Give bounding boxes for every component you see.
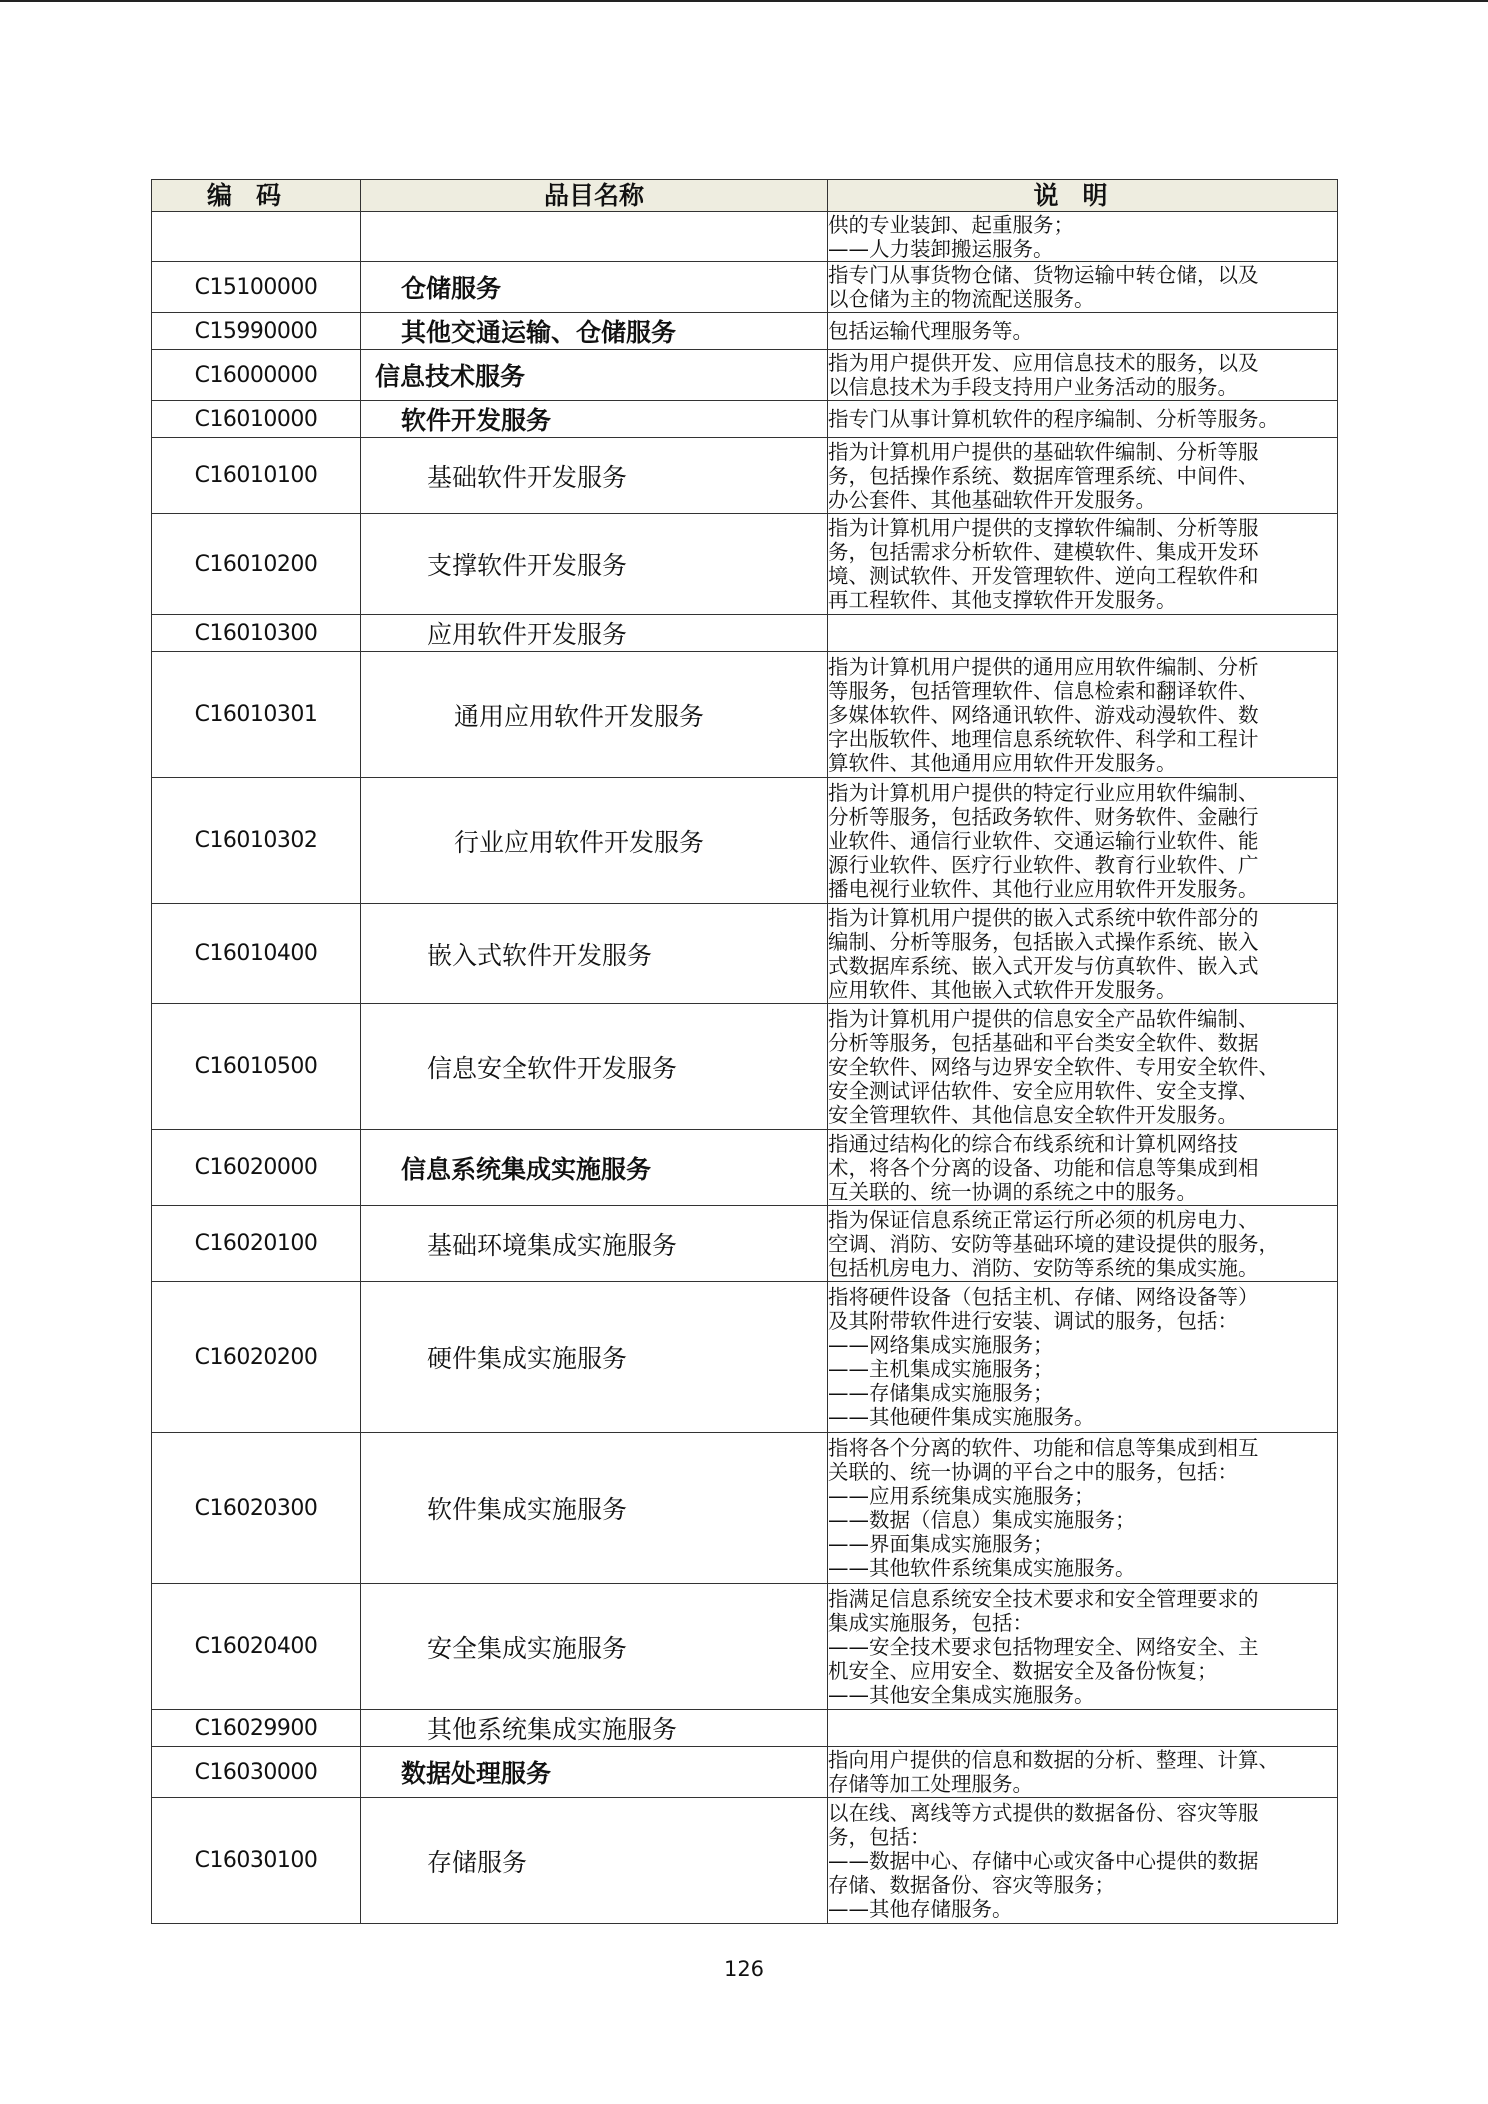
item-description [828,262,1338,313]
item-code: C16020300 [152,1433,361,1584]
description-line: 指为计算机用户提供的支撑软件编制、分析等服 [828,516,1259,540]
item-description [828,1584,1338,1710]
item-name: 支撑软件开发服务 [361,514,828,615]
table-row [152,401,1338,438]
description-line: 应用软件、其他嵌入式软件开发服务。 [828,977,1177,1002]
item-name: 软件集成实施服务 [361,1433,828,1584]
table-row [152,262,1338,313]
item-description [828,904,1338,1004]
description-line: 指为计算机用户提供的特定行业应用软件编制、 [828,780,1259,805]
item-code: C16000000 [152,350,361,401]
description-line: ——安全技术要求包括物理安全、网络安全、主 [828,1634,1259,1659]
item-code: C16030000 [152,1747,361,1798]
description-line: ——其他存储服务。 [828,1896,1013,1921]
description-line: 指将各个分离的软件、功能和信息等集成到相互 [828,1436,1259,1460]
description-line: 集成实施服务，包括： [828,1610,1033,1635]
description-line: 办公套件、其他基础软件开发服务。 [828,487,1156,512]
table-row [152,652,1338,778]
item-description [828,615,1338,652]
description-line: 以信息技术为手段支持用户业务活动的服务。 [828,375,1238,399]
description-line: 指为计算机用户提供的嵌入式系统中软件部分的 [828,905,1259,930]
item-code: C15990000 [152,313,361,350]
item-description [828,438,1338,514]
description-line: 指将硬件设备（包括主机、存储、网络设备等） [828,1285,1259,1309]
description-line: 指为计算机用户提供的通用应用软件编制、分析 [828,654,1259,679]
description-line: 安全软件、网络与边界安全软件、专用安全软件、 [828,1054,1279,1079]
description-line: 关联的、统一协调的平台之中的服务，包括： [828,1460,1238,1484]
item-code: C16020200 [152,1282,361,1433]
header-description: 说明 [828,180,1338,212]
description-line: 指通过结构化的综合布线系统和计算机网络技 [828,1131,1238,1156]
table-row [152,313,1338,350]
description-line: 务，包括： [828,1824,931,1849]
item-name: 存储服务 [361,1798,828,1924]
item-description [828,1206,1338,1282]
item-code: C15100000 [152,262,361,313]
item-code: C16030100 [152,1798,361,1924]
description-line: 编制、分析等服务，包括嵌入式操作系统、嵌入 [828,929,1259,954]
item-code: C16010302 [152,778,361,904]
description-line: 指专门从事货物仓储、货物运输中转仓储，以及 [828,263,1259,287]
item-description [828,313,1338,350]
table-header-row [152,180,1338,212]
table-row [152,1747,1338,1798]
description-line: 等服务，包括管理软件、信息检索和翻译软件、 [828,678,1259,703]
description-line: 分析等服务，包括政务软件、财务软件、金融行 [828,804,1259,829]
description-line: 存储、数据备份、容灾等服务； [828,1872,1115,1897]
description-line: 安全测试评估软件、安全应用软件、安全支撑、 [828,1078,1259,1103]
table-row [152,1004,1338,1130]
item-code [152,212,361,262]
description-line: 互关联的、统一协调的系统之中的服务。 [828,1179,1197,1204]
description-line: 指为计算机用户提供的基础软件编制、分析等服 [828,439,1259,464]
table-row [152,1130,1338,1206]
item-name: 嵌入式软件开发服务 [361,904,828,1004]
item-name: 安全集成实施服务 [361,1584,828,1710]
description-line: ——其他软件系统集成实施服务。 [828,1556,1136,1580]
page-number: 126 [723,1957,765,1981]
description-line: 及其附带软件进行安装、调试的服务，包括： [828,1309,1238,1333]
description-line: 多媒体软件、网络通讯软件、游戏动漫软件、数 [828,702,1259,727]
description-line: 空调、消防、安防等基础环境的建设提供的服务， [828,1231,1279,1256]
description-line: 机安全、应用安全、数据安全及备份恢复； [828,1658,1218,1683]
item-code: C16010100 [152,438,361,514]
description-line: 指为计算机用户提供的信息安全产品软件编制、 [828,1006,1259,1031]
item-code: C16010400 [152,904,361,1004]
description-line: 指为用户提供开发、应用信息技术的服务，以及 [828,351,1259,375]
table-row [152,1710,1338,1747]
item-name [361,212,828,262]
item-description [828,1710,1338,1747]
table-row [152,1282,1338,1433]
description-line: 再工程软件、其他支撑软件开发服务。 [828,588,1177,612]
description-line: 包括运输代理服务等。 [828,319,1033,343]
item-name: 应用软件开发服务 [361,615,828,652]
item-code: C16010500 [152,1004,361,1130]
description-line: 包括机房电力、消防、安防等系统的集成实施。 [828,1255,1259,1280]
description-line: 业软件、通信行业软件、交通运输行业软件、能 [828,828,1259,853]
item-name: 基础软件开发服务 [361,438,828,514]
description-line: 算软件、其他通用应用软件开发服务。 [828,750,1177,775]
description-line: 以仓储为主的物流配送服务。 [828,287,1095,311]
description-line: ——网络集成实施服务； [828,1333,1054,1357]
item-name: 其他系统集成实施服务 [361,1710,828,1747]
item-name: 信息系统集成实施服务 [361,1130,828,1206]
item-name: 数据处理服务 [361,1747,828,1798]
item-code: C16020000 [152,1130,361,1206]
item-description [828,401,1338,438]
catalog-table [151,179,1338,1924]
item-name: 基础环境集成实施服务 [361,1206,828,1282]
description-line: 务，包括操作系统、数据库管理系统、中间件、 [828,463,1259,488]
description-line: 播电视行业软件、其他行业应用软件开发服务。 [828,876,1259,901]
header-item-name: 品目名称 [361,180,828,212]
description-line: ——界面集成实施服务； [828,1532,1054,1556]
description-line: 分析等服务，包括基础和平台类安全软件、数据 [828,1030,1259,1055]
description-line: ——数据（信息）集成实施服务； [828,1508,1136,1532]
item-description [828,350,1338,401]
page-top-rule [0,0,1488,2]
item-code: C16010200 [152,514,361,615]
table-row [152,904,1338,1004]
item-description [828,1004,1338,1130]
description-line: ——其他硬件集成实施服务。 [828,1405,1095,1429]
description-line: ——人力装卸搬运服务。 [828,236,1054,261]
description-line: 以在线、离线等方式提供的数据备份、容灾等服 [828,1800,1259,1825]
item-description [828,212,1338,262]
description-line: ——主机集成实施服务； [828,1357,1054,1381]
item-code: C16020400 [152,1584,361,1710]
description-line: 源行业软件、医疗行业软件、教育行业软件、广 [828,852,1259,877]
description-line: ——数据中心、存储中心或灾备中心提供的数据 [828,1848,1259,1873]
table-row [152,1798,1338,1924]
item-description [828,1433,1338,1584]
table-row [152,514,1338,615]
item-code: C16029900 [152,1710,361,1747]
description-line: 术，将各个分离的设备、功能和信息等集成到相 [828,1155,1259,1180]
item-description [828,652,1338,778]
description-line: ——应用系统集成实施服务； [828,1484,1095,1508]
description-line: 指专门从事计算机软件的程序编制、分析等服务。 [828,407,1279,431]
item-name: 行业应用软件开发服务 [361,778,828,904]
table-row [152,615,1338,652]
item-name: 软件开发服务 [361,401,828,438]
item-name: 信息技术服务 [361,350,828,401]
table-row [152,212,1338,262]
table-row [152,438,1338,514]
description-line: 存储等加工处理服务。 [828,1772,1033,1796]
item-description [828,1130,1338,1206]
item-description [828,1282,1338,1433]
item-description [828,1798,1338,1924]
table-row [152,1433,1338,1584]
description-line: 式数据库系统、嵌入式开发与仿真软件、嵌入式 [828,953,1259,978]
description-line: 供的专业装卸、起重服务； [828,212,1074,237]
description-line: 字出版软件、地理信息系统软件、科学和工程计 [828,726,1259,751]
description-line: 安全管理软件、其他信息安全软件开发服务。 [828,1102,1238,1127]
table-row [152,1206,1338,1282]
item-name: 信息安全软件开发服务 [361,1004,828,1130]
item-description [828,1747,1338,1798]
item-name: 其他交通运输、仓储服务 [361,313,828,350]
table-row [152,350,1338,401]
description-line: 境、测试软件、开发管理软件、逆向工程软件和 [828,564,1259,588]
item-code: C16010000 [152,401,361,438]
item-code: C16010301 [152,652,361,778]
table-row [152,1584,1338,1710]
item-name: 通用应用软件开发服务 [361,652,828,778]
description-line: 指向用户提供的信息和数据的分析、整理、计算、 [828,1748,1279,1772]
item-description [828,514,1338,615]
item-code: C16010300 [152,615,361,652]
item-code: C16020100 [152,1206,361,1282]
description-line: 指满足信息系统安全技术要求和安全管理要求的 [828,1586,1259,1611]
description-line: 指为保证信息系统正常运行所必须的机房电力、 [828,1207,1259,1232]
table-row [152,778,1338,904]
description-line: ——存储集成实施服务； [828,1381,1054,1405]
item-name: 仓储服务 [361,262,828,313]
description-line: 务，包括需求分析软件、建模软件、集成开发环 [828,540,1259,564]
header-code: 编码 [152,180,361,212]
item-description [828,778,1338,904]
description-line: ——其他安全集成实施服务。 [828,1682,1095,1707]
item-name: 硬件集成实施服务 [361,1282,828,1433]
